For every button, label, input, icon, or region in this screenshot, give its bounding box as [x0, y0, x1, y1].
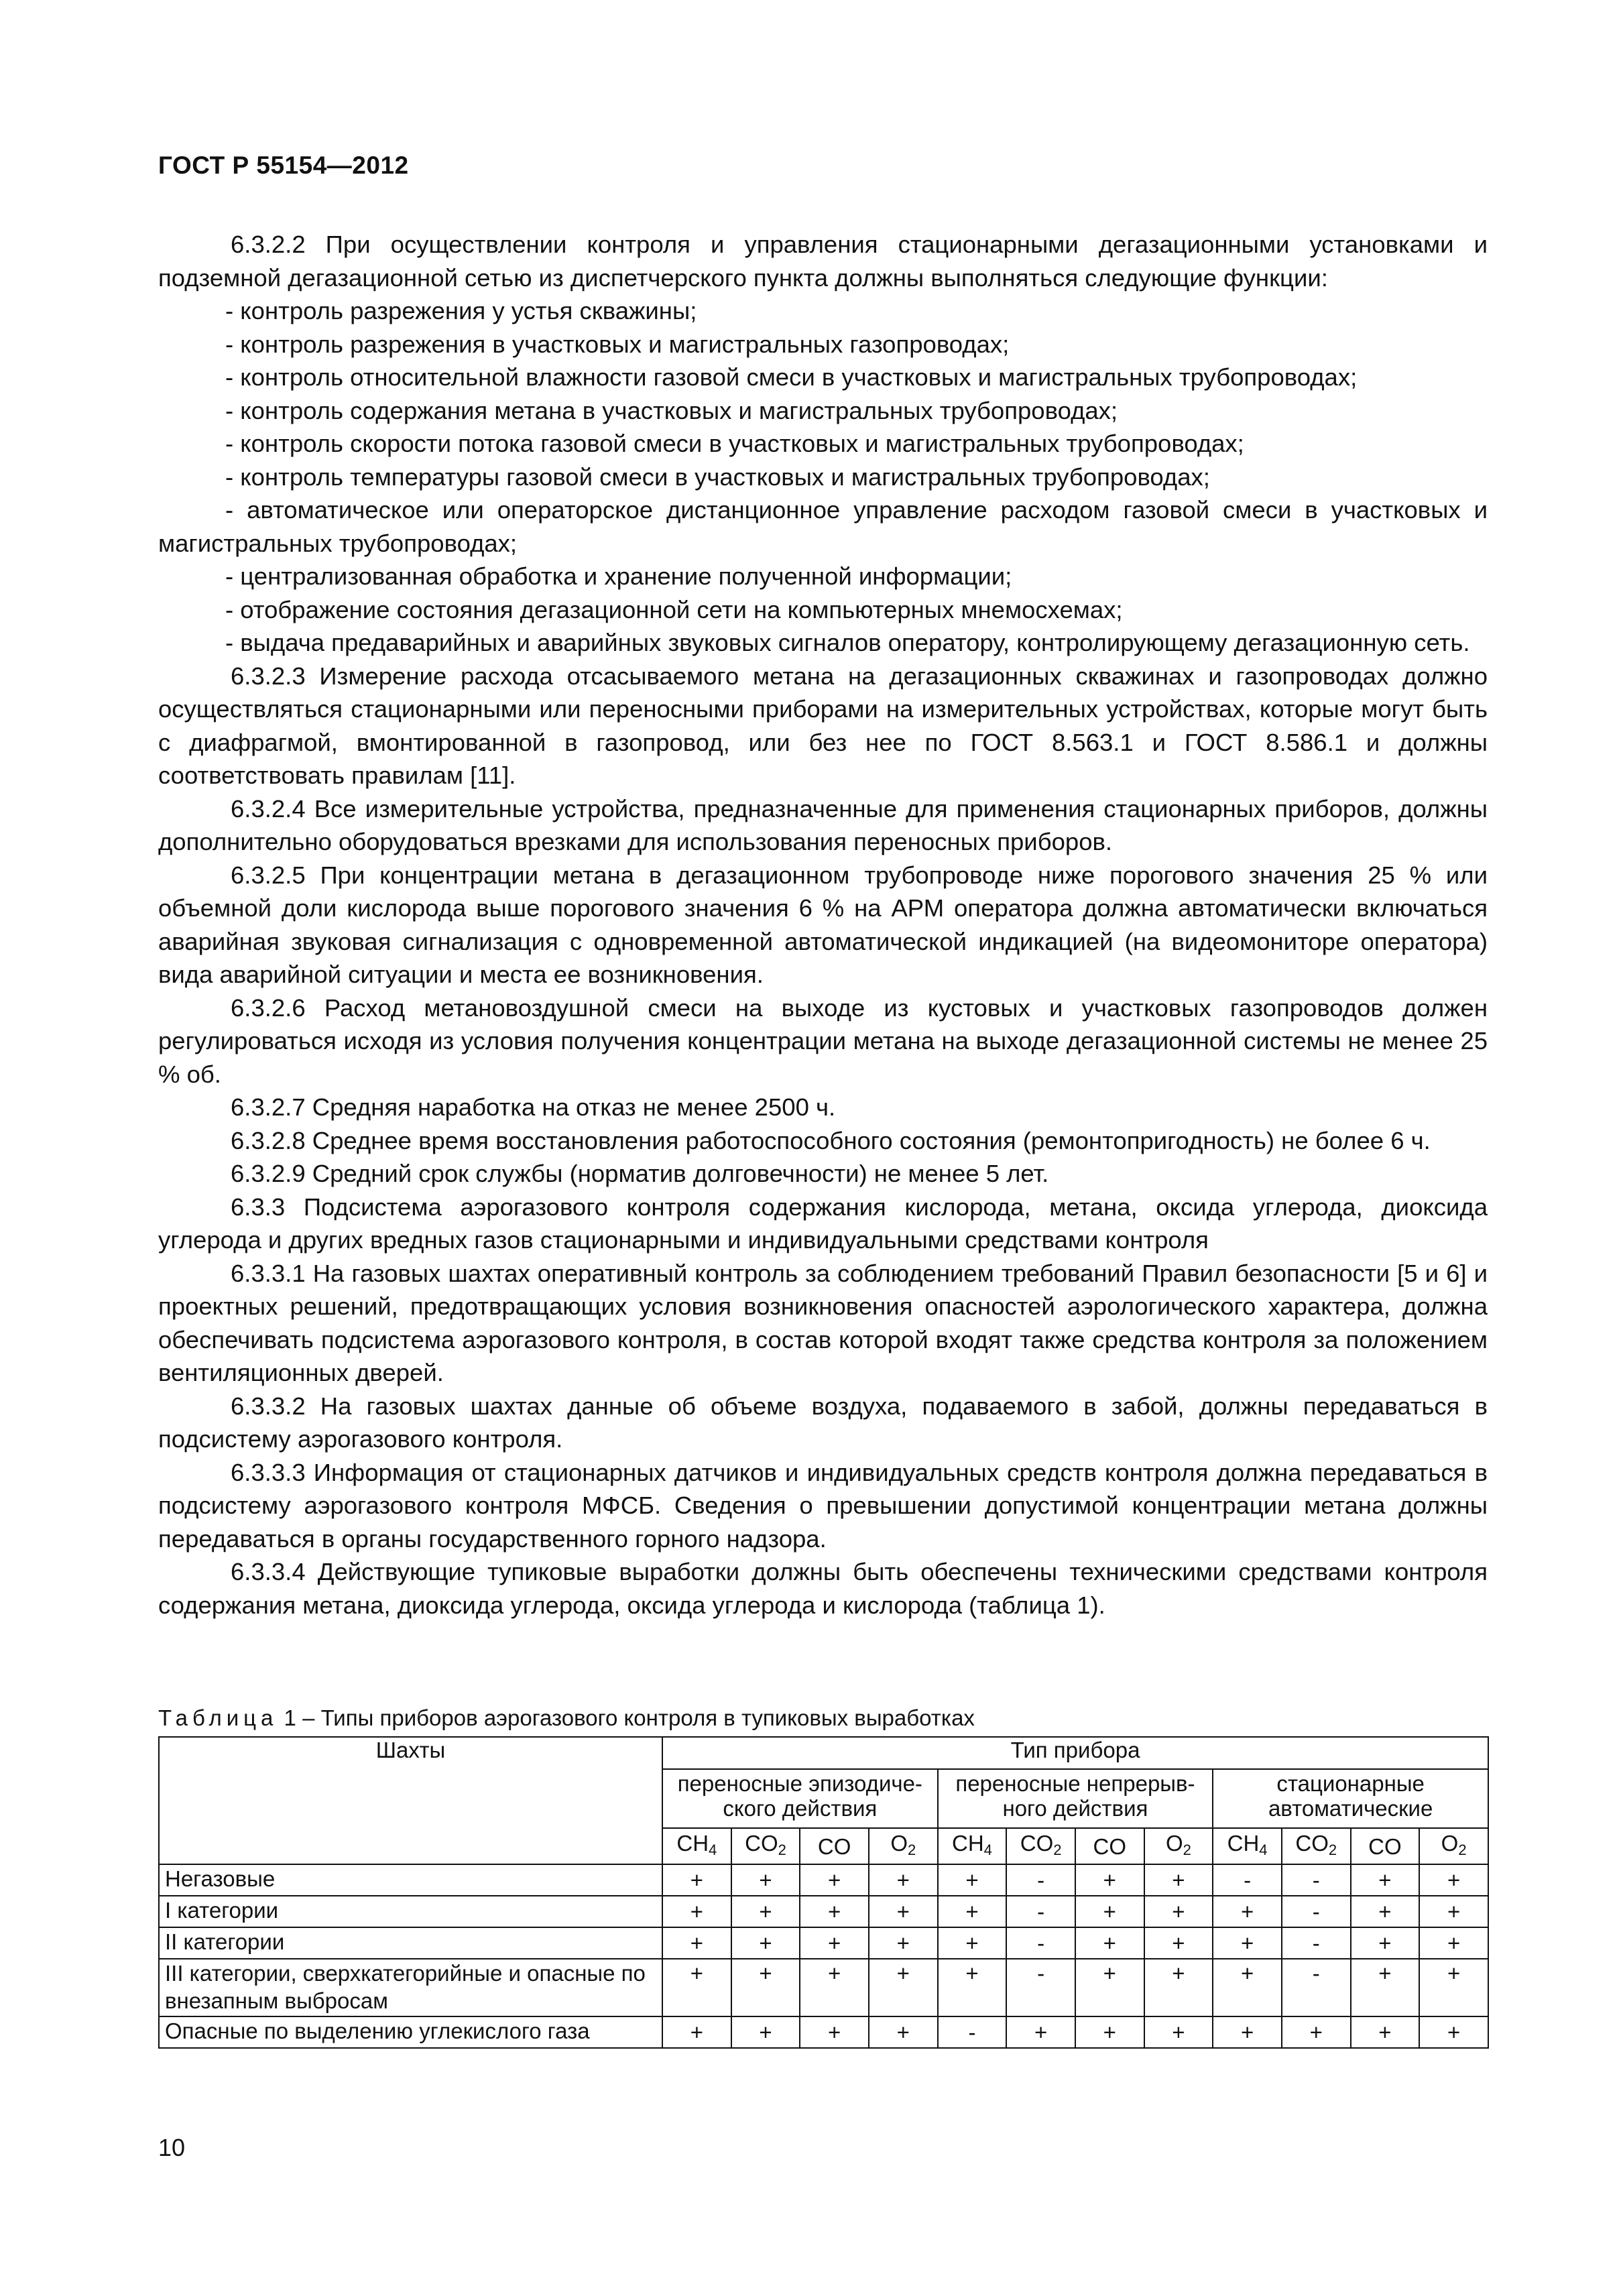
table-cell: + [869, 2016, 938, 2048]
table-cell: + [938, 1896, 1007, 1927]
instrument-group-line: ного действия [1002, 1796, 1148, 1821]
table-cell: + [1075, 1959, 1144, 2016]
table-cell: + [869, 1864, 938, 1896]
table-cell: + [731, 1896, 800, 1927]
gas-formula-subscript: 4 [709, 1841, 717, 1858]
list-item: - контроль относительной влажности газовой смеси в участковых и магистральных трубопроводах; [225, 363, 1358, 391]
gas-column-header [662, 1828, 731, 1864]
table-cell: + [869, 1927, 938, 1959]
table-cell: - [938, 2016, 1007, 2048]
table-cell: + [1075, 1896, 1144, 1927]
mine-category-label: II категории [159, 1927, 662, 1959]
table-row [159, 1927, 1488, 1959]
table-cell: + [869, 1896, 938, 1927]
gas-formula: CH [951, 1830, 984, 1856]
paragraph: 6.3.3.2 На газовых шахтах данные об объеме воздуха, подаваемого в забой, должны передаваться в подсистему аэрогазового контроля. [158, 1392, 1488, 1453]
table-cell: + [1144, 1927, 1213, 1959]
paragraph: 6.3.2.5 При концентрации метана в дегазационном трубопроводе ниже порогового значения 25 % или объемной доли кислорода выше порогового значения 6 % на АРМ оператора должна автоматически включаться аварийная звуковая сигнализация с одновременной автоматической индикацией (на видеомониторе оператора) вида аварийной ситуации и места ее возникновения. [158, 861, 1488, 988]
paragraph: 6.3.2.9 Средний срок службы (норматив долговечности) не менее 5 лет. [231, 1160, 1049, 1187]
table-cell: - [1006, 1927, 1075, 1959]
instrument-group-line: автоматические [1268, 1796, 1433, 1821]
paragraph: 6.3.2.6 Расход метановоздушной смеси на выходе из кустовых и участковых газопроводов должен регулироваться исходя из условия получения концентрации метана на выходе дегазационной системы не менее 25 % об. [158, 993, 1488, 1088]
list-item: - контроль скорости потока газовой смеси в участковых и магистральных трубопроводах; [225, 430, 1244, 457]
paragraph: 6.3.3 Подсистема аэрогазового контроля содержания кислорода, метана, оксида углерода, диоксида углерода и других вредных газов стационарными и индивидуальными средствами контроля [158, 1193, 1488, 1254]
table-cell: + [1144, 1959, 1213, 2016]
table-cell: - [1006, 1959, 1075, 2016]
gas-column-header [731, 1828, 800, 1864]
gas-column-header [1351, 1828, 1420, 1864]
column-header-mines: Шахты [159, 1737, 662, 1864]
document-header: ГОСТ Р 55154—2012 [158, 152, 409, 179]
list-item: - выдача предаварийных и аварийных звуковых сигналов оператору, контролирующему дегазационную сеть. [225, 629, 1470, 656]
table-cell: + [1144, 2016, 1213, 2048]
table-cell: + [731, 2016, 800, 2048]
gas-column-header [1213, 1828, 1282, 1864]
table-cell: + [938, 1959, 1007, 2016]
instrument-table [158, 1736, 1489, 2049]
table-cell: + [662, 1864, 731, 1896]
table-caption-title: 1 – Типы приборов аэрогазового контроля в тупиковых выработках [278, 1705, 975, 1730]
gas-formula: CH [1227, 1830, 1260, 1856]
paragraph: 6.3.2.4 Все измерительные устройства, предназначенные для применения стационарных приборов, должны дополнительно оборудоваться врезками для использования переносных приборов. [158, 794, 1488, 855]
gas-formula: CO [1020, 1830, 1054, 1856]
table-cell: + [1213, 1959, 1282, 2016]
gas-column-header [1419, 1828, 1488, 1864]
table-cell: + [1075, 1927, 1144, 1959]
table-cell: - [1006, 1896, 1075, 1927]
table-cell: + [1419, 1959, 1488, 2016]
table-row [159, 1896, 1488, 1927]
instrument-group-header [1213, 1769, 1488, 1828]
table-cell: - [1282, 1896, 1351, 1927]
table-cell: + [1351, 1927, 1420, 1959]
list-item: - контроль содержания метана в участковых и магистральных трубопроводах; [225, 396, 1118, 424]
gas-formula-subscript: 2 [1183, 1841, 1191, 1858]
gas-column-header [1006, 1828, 1075, 1864]
paragraph: 6.3.2.3 Измерение расхода отсасываемого метана на дегазационных скважинах и газопроводах должно осуществляться стационарными или переносными приборами на измерительных устройствах, которые могут быть с диафрагмой, вмонтированной в газопровод, или без нее по ГОСТ 8.563.1 и ГОСТ 8.586.1 и должны соответствовать правилам [11]. [158, 662, 1488, 789]
table-cell: - [1282, 1927, 1351, 1959]
list-item: - контроль температуры газовой смеси в участковых и магистральных трубопроводах; [225, 463, 1210, 491]
table-cell: + [1075, 1864, 1144, 1896]
table-cell: + [1419, 1864, 1488, 1896]
table-row [159, 2016, 1488, 2048]
gas-formula-subscript: 2 [1458, 1841, 1467, 1858]
table-cell: + [1006, 2016, 1075, 2048]
instrument-group-line: стационарные [1276, 1771, 1425, 1796]
table-cell: + [938, 1927, 1007, 1959]
list-item: - отображение состояния дегазационной сети на компьютерных мнемосхемах; [225, 595, 1123, 623]
table-cell: + [1351, 2016, 1420, 2048]
table-cell: + [800, 1927, 869, 1959]
gas-column-header [938, 1828, 1007, 1864]
table-cell: + [1075, 2016, 1144, 2048]
gas-formula-subscript: 2 [778, 1841, 786, 1858]
gas-formula-subscript: 2 [1328, 1841, 1337, 1858]
table-cell: + [800, 2016, 869, 2048]
table-cell: + [1282, 2016, 1351, 2048]
gas-formula-subscript: 4 [1259, 1841, 1268, 1858]
table-cell: + [1419, 1896, 1488, 1927]
mine-category-label: III категории, сверхкатегорийные и опасные по внезапным выбросам [159, 1959, 662, 2016]
list-item: - контроль разрежения в участковых и магистральных газопроводах; [225, 330, 1010, 358]
page-number: 10 [158, 2134, 186, 2161]
table-cell: + [938, 1864, 1007, 1896]
gas-formula-subscript: 4 [983, 1841, 992, 1858]
table-cell: + [800, 1864, 869, 1896]
table-cell: + [662, 1896, 731, 1927]
column-header-instrument-type: Тип прибора [662, 1737, 1488, 1769]
gas-formula: CO [1093, 1833, 1127, 1859]
table-cell: + [1213, 1927, 1282, 1959]
gas-formula: O [890, 1830, 908, 1856]
instrument-group-header [938, 1769, 1213, 1828]
mine-category-label: Негазовые [159, 1864, 662, 1896]
table-row [159, 1864, 1488, 1896]
gas-formula: CH [676, 1830, 709, 1856]
table-cell: + [662, 2016, 731, 2048]
instrument-group-line: переносные непрерыв- [955, 1771, 1195, 1796]
list-item: - автоматическое или операторское дистанционное управление расходом газовой смеси в участковых и магистральных трубопроводах; [158, 496, 1488, 557]
table-cell: + [1213, 1896, 1282, 1927]
table-cell: + [662, 1927, 731, 1959]
table-cell: + [1351, 1864, 1420, 1896]
paragraph: 6.3.2.7 Средняя наработка на отказ не менее 2500 ч. [231, 1093, 836, 1121]
gas-formula-subscript: 2 [1053, 1841, 1062, 1858]
gas-column-header [1075, 1828, 1144, 1864]
table-cell: - [1282, 1959, 1351, 2016]
table-cell: - [1213, 1864, 1282, 1896]
paragraph: 6.3.2.8 Среднее время восстановления работоспособного состояния (ремонтопригодность) не более 6 ч. [231, 1126, 1431, 1154]
table-cell: + [731, 1927, 800, 1959]
table-cell: + [1351, 1896, 1420, 1927]
table-cell: + [1351, 1959, 1420, 2016]
instrument-group-line: ского действия [723, 1796, 878, 1821]
list-item: - контроль разрежения у устья скважины; [225, 297, 697, 324]
table-cell: + [800, 1959, 869, 2016]
table-cell: + [1419, 2016, 1488, 2048]
table-cell: + [1144, 1864, 1213, 1896]
table-cell: + [869, 1959, 938, 2016]
table-cell: + [1213, 2016, 1282, 2048]
gas-formula: CO [817, 1833, 851, 1859]
table-cell: - [1006, 1864, 1075, 1896]
table-cell: - [1282, 1864, 1351, 1896]
paragraph: 6.3.3.1 На газовых шахтах оперативный контроль за соблюдением требований Правил безопасности [5 и 6] и проектных решений, предотвращающих условия возникновения опасностей аэрологического характера, должна обеспечивать подсистема аэрогазового контроля, в состав которой входят также средства контроля за положением вентиляционных дверей. [158, 1259, 1488, 1386]
table-cell: + [1144, 1896, 1213, 1927]
gas-formula: CO [1295, 1830, 1329, 1856]
gas-column-header [800, 1828, 869, 1864]
gas-formula: O [1441, 1830, 1459, 1856]
table-cell: + [800, 1896, 869, 1927]
table-cell: + [731, 1864, 800, 1896]
gas-formula-subscript: 2 [908, 1841, 916, 1858]
gas-formula: O [1165, 1830, 1183, 1856]
gas-formula: CO [1368, 1833, 1402, 1859]
table-cell: + [662, 1959, 731, 2016]
table-cell: + [731, 1959, 800, 2016]
gas-formula: CO [745, 1830, 778, 1856]
instrument-group-line: переносные эпизодиче- [677, 1771, 922, 1796]
mine-category-label: Опасные по выделению углекислого газа [159, 2016, 662, 2048]
table-caption [158, 1705, 975, 1732]
gas-column-header [1144, 1828, 1213, 1864]
paragraph: 6.3.3.4 Действующие тупиковые выработки должны быть обеспечены техническими средствами контроля содержания метана, диоксида углерода, оксида углерода и кислорода (таблица 1). [158, 1558, 1488, 1619]
paragraph: 6.3.3.3 Информация от стационарных датчиков и индивидуальных средств контроля должна передаваться в подсистему аэрогазового контроля МФСБ. Сведения о превышении допустимой концентрации метана должны передаваться в органы государственного горного надзора. [158, 1458, 1488, 1553]
body-text [158, 228, 1488, 1622]
mine-category-label: I категории [159, 1896, 662, 1927]
list-item: - централизованная обработка и хранение полученной информации; [225, 562, 1012, 590]
paragraph: 6.3.2.2 При осуществлении контроля и управления стационарными дегазационными установками и подземной дегазационной сетью из диспетчерского пункта должны выполняться следующие функции: [158, 231, 1488, 292]
table-row [159, 1959, 1488, 2016]
gas-column-header [869, 1828, 938, 1864]
instrument-group-header [662, 1769, 938, 1828]
gas-column-header [1282, 1828, 1351, 1864]
table-cell: + [1419, 1927, 1488, 1959]
table-caption-word: Таблица [158, 1705, 278, 1730]
